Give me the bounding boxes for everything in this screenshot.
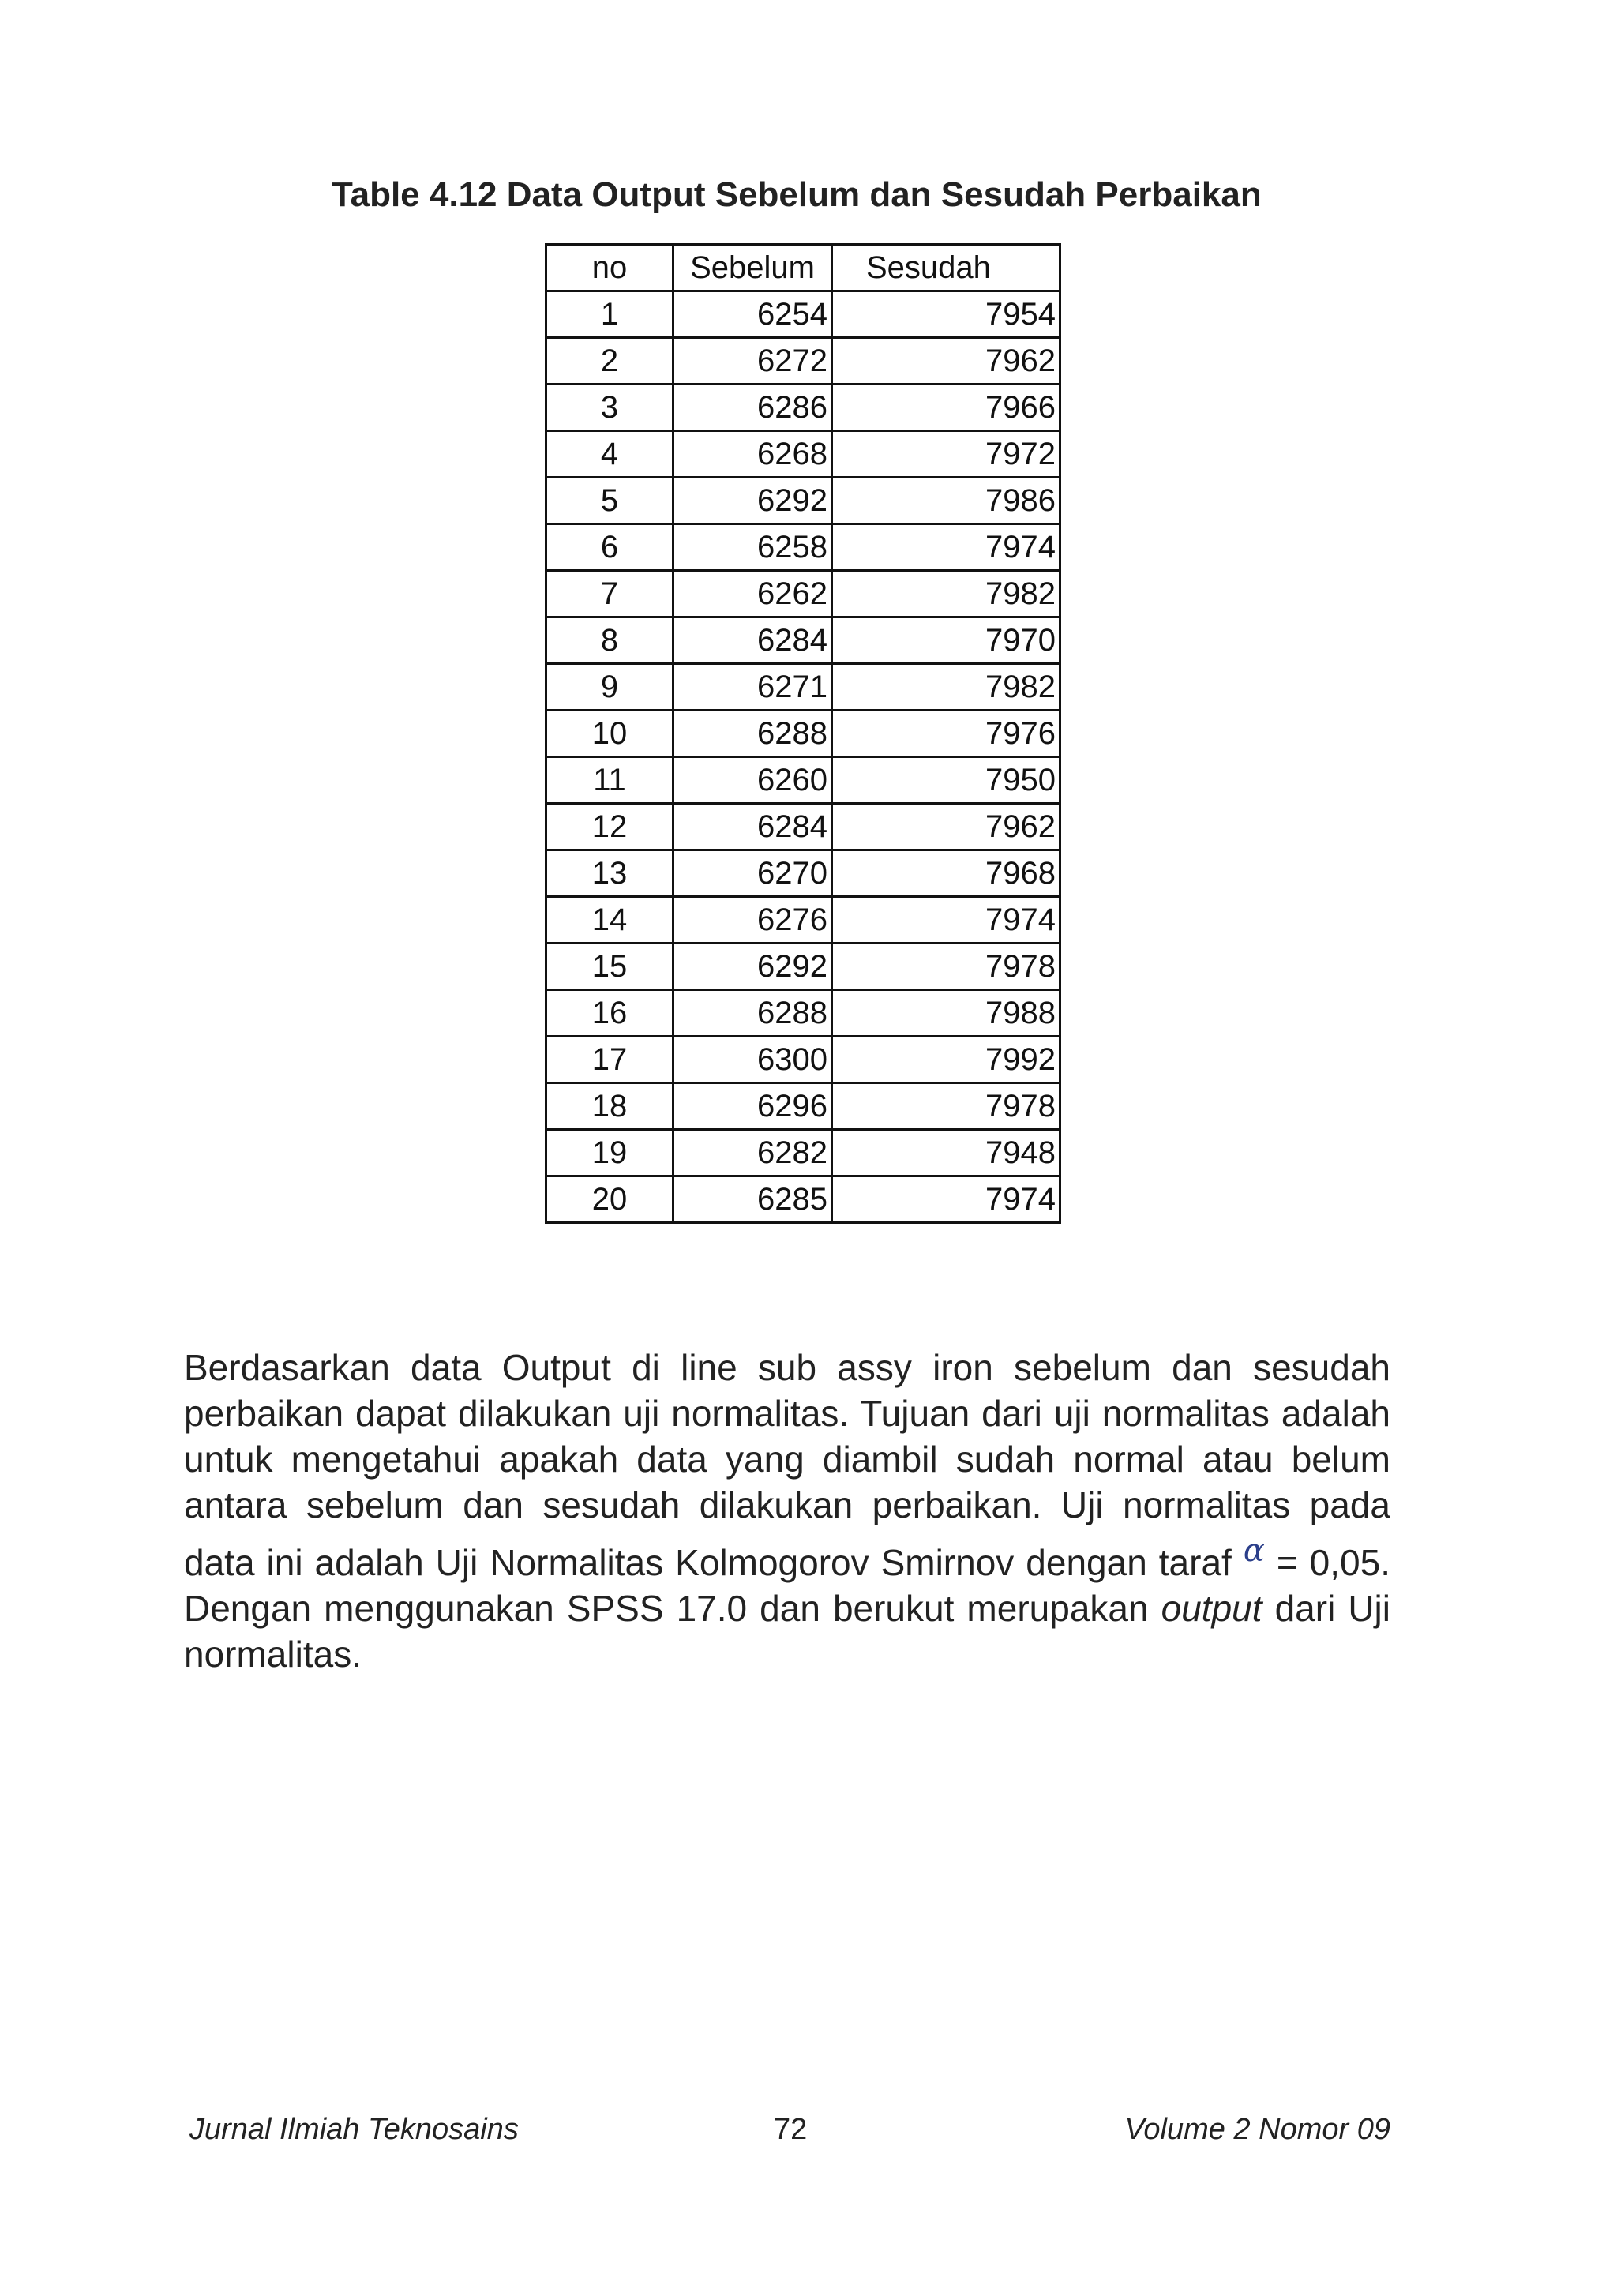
table-row xyxy=(546,711,1060,757)
table-row xyxy=(546,1176,1060,1223)
cell-sesudah: 7948 xyxy=(832,1130,1060,1176)
output-data-table xyxy=(545,243,1061,1224)
cell-sebelum: 6292 xyxy=(673,478,832,524)
table-body xyxy=(546,291,1060,1223)
table-row xyxy=(546,757,1060,804)
cell-sesudah: 7962 xyxy=(832,338,1060,385)
cell-sesudah: 7974 xyxy=(832,897,1060,944)
table-row xyxy=(546,664,1060,711)
table-row xyxy=(546,804,1060,850)
cell-sesudah: 7988 xyxy=(832,990,1060,1037)
cell-sebelum: 6300 xyxy=(673,1037,832,1083)
alpha-symbol: α xyxy=(1243,1533,1265,1569)
cell-sesudah: 7972 xyxy=(832,431,1060,478)
cell-sesudah: 7962 xyxy=(832,804,1060,850)
paragraph-text-3: dari Uji normalitas. xyxy=(184,1588,1390,1675)
cell-sebelum: 6276 xyxy=(673,897,832,944)
cell-no: 19 xyxy=(546,1130,673,1176)
cell-sesudah: 7974 xyxy=(832,524,1060,571)
cell-sebelum: 6285 xyxy=(673,1176,832,1223)
cell-sebelum: 6254 xyxy=(673,291,832,338)
cell-sesudah: 7974 xyxy=(832,1176,1060,1223)
header-no: no xyxy=(546,245,673,291)
cell-sebelum: 6270 xyxy=(673,850,832,897)
cell-sesudah: 7970 xyxy=(832,617,1060,664)
table-row xyxy=(546,1037,1060,1083)
cell-sebelum: 6260 xyxy=(673,757,832,804)
cell-no: 9 xyxy=(546,664,673,711)
cell-sesudah: 7978 xyxy=(832,1083,1060,1130)
cell-sebelum: 6272 xyxy=(673,338,832,385)
cell-no: 1 xyxy=(546,291,673,338)
cell-sesudah: 7978 xyxy=(832,944,1060,990)
cell-sesudah: 7992 xyxy=(832,1037,1060,1083)
cell-no: 20 xyxy=(546,1176,673,1223)
cell-sesudah: 7968 xyxy=(832,850,1060,897)
table-row xyxy=(546,617,1060,664)
table-row xyxy=(546,524,1060,571)
table-row xyxy=(546,385,1060,431)
table-row xyxy=(546,944,1060,990)
table-header-row xyxy=(546,245,1060,291)
cell-no: 10 xyxy=(546,711,673,757)
table-row xyxy=(546,478,1060,524)
table-row xyxy=(546,990,1060,1037)
footer-volume: Volume 2 Nomor 09 xyxy=(1124,2113,1390,2146)
cell-no: 12 xyxy=(546,804,673,850)
footer-page-number: 72 xyxy=(774,2113,808,2146)
header-sesudah: Sesudah xyxy=(832,245,1060,291)
footer-journal-name: Jurnal Ilmiah Teknosains xyxy=(189,2113,519,2146)
header-sebelum: Sebelum xyxy=(673,245,832,291)
table-row xyxy=(546,850,1060,897)
table-row xyxy=(546,571,1060,617)
cell-no: 11 xyxy=(546,757,673,804)
table-row xyxy=(546,338,1060,385)
cell-no: 3 xyxy=(546,385,673,431)
cell-sebelum: 6296 xyxy=(673,1083,832,1130)
cell-no: 15 xyxy=(546,944,673,990)
cell-no: 14 xyxy=(546,897,673,944)
cell-sebelum: 6284 xyxy=(673,617,832,664)
cell-sebelum: 6262 xyxy=(673,571,832,617)
cell-sebelum: 6288 xyxy=(673,990,832,1037)
table-caption: Table 4.12 Data Output Sebelum dan Sesudah Perbaikan xyxy=(332,175,1262,214)
cell-sebelum: 6258 xyxy=(673,524,832,571)
paragraph-italic-output: output xyxy=(1161,1588,1262,1629)
cell-no: 5 xyxy=(546,478,673,524)
cell-no: 16 xyxy=(546,990,673,1037)
table-row xyxy=(546,1130,1060,1176)
cell-sebelum: 6268 xyxy=(673,431,832,478)
table-row xyxy=(546,897,1060,944)
cell-sesudah: 7954 xyxy=(832,291,1060,338)
cell-no: 17 xyxy=(546,1037,673,1083)
cell-no: 8 xyxy=(546,617,673,664)
cell-sesudah: 7986 xyxy=(832,478,1060,524)
cell-no: 7 xyxy=(546,571,673,617)
paragraph-text-1: Berdasarkan data Output di line sub assy iron sebelum dan sesudah perbaikan dapat dilakukan uji normalitas. Tujuan dari uji normalitas adalah untuk mengetahui apakah data yang diambil sudah normal atau belum antara sebelum dan sesudah dilakukan perbaikan. Uji normalitas pada data ini adalah Uji Normalitas Kolmogorov Smirnov dengan taraf xyxy=(184,1347,1390,1583)
cell-sesudah: 7966 xyxy=(832,385,1060,431)
cell-sesudah: 7982 xyxy=(832,571,1060,617)
cell-no: 2 xyxy=(546,338,673,385)
cell-sesudah: 7982 xyxy=(832,664,1060,711)
cell-sebelum: 6284 xyxy=(673,804,832,850)
cell-no: 6 xyxy=(546,524,673,571)
cell-no: 4 xyxy=(546,431,673,478)
table-row xyxy=(546,1083,1060,1130)
table-row xyxy=(546,431,1060,478)
cell-no: 18 xyxy=(546,1083,673,1130)
body-paragraph xyxy=(184,1345,1390,1677)
cell-sebelum: 6271 xyxy=(673,664,832,711)
cell-sebelum: 6288 xyxy=(673,711,832,757)
table-row xyxy=(546,291,1060,338)
cell-sebelum: 6282 xyxy=(673,1130,832,1176)
cell-no: 13 xyxy=(546,850,673,897)
paragraph-text-2: = 0,05. Dengan menggunakan SPSS 17.0 dan berukut merupakan xyxy=(184,1542,1390,1629)
cell-sebelum: 6292 xyxy=(673,944,832,990)
cell-sebelum: 6286 xyxy=(673,385,832,431)
cell-sesudah: 7950 xyxy=(832,757,1060,804)
cell-sesudah: 7976 xyxy=(832,711,1060,757)
